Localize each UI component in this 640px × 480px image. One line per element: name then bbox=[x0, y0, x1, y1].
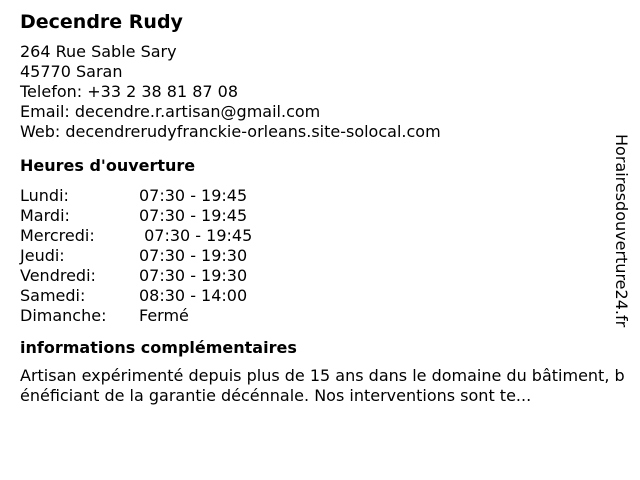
opening-hours-list bbox=[20, 186, 620, 326]
time-value: 08:30 - 14:00 bbox=[139, 286, 248, 305]
hours-row-sunday bbox=[20, 306, 620, 326]
street-address: 264 Rue Sable Sary bbox=[20, 42, 177, 61]
day-label: Dimanche: bbox=[20, 306, 107, 325]
time-value: 07:30 - 19:45 bbox=[139, 226, 253, 245]
day-label: Samedi: bbox=[20, 286, 86, 305]
additional-info-text: Artisan expérimenté depuis plus de 15 ans dans le domaine du bâtiment, bénéficiant de la garantie décénnale. Nos interventions sont te... bbox=[20, 366, 625, 405]
hours-row-wednesday bbox=[20, 226, 620, 246]
day-label: Jeudi: bbox=[20, 246, 65, 265]
hours-row-saturday bbox=[20, 286, 620, 306]
time-value: 07:30 - 19:30 bbox=[139, 246, 248, 265]
contact-block bbox=[20, 42, 620, 142]
day-label: Mercredi: bbox=[20, 226, 95, 245]
opening-hours-title: Heures d'ouverture bbox=[20, 156, 196, 175]
hours-row-friday bbox=[20, 266, 620, 286]
phone-line[interactable]: Telefon: +33 2 38 81 87 08 bbox=[20, 82, 239, 101]
time-value: 07:30 - 19:45 bbox=[139, 206, 248, 225]
hours-row-monday bbox=[20, 186, 620, 206]
day-label: Lundi: bbox=[20, 186, 69, 205]
time-value: 07:30 - 19:30 bbox=[139, 266, 248, 285]
hours-row-thursday bbox=[20, 246, 620, 266]
site-watermark: Horairesdouverture24.fr bbox=[612, 134, 631, 328]
time-value: 07:30 - 19:45 bbox=[139, 186, 248, 205]
hours-row-tuesday bbox=[20, 206, 620, 226]
email-line[interactable]: Email: decendre.r.artisan@gmail.com bbox=[20, 102, 321, 121]
day-label: Vendredi: bbox=[20, 266, 96, 285]
day-label: Mardi: bbox=[20, 206, 70, 225]
business-name: Decendre Rudy bbox=[20, 11, 183, 33]
additional-info-title: informations complémentaires bbox=[20, 338, 297, 357]
website-line[interactable]: Web: decendrerudyfranckie-orleans.site-solocal.com bbox=[20, 122, 441, 141]
city-address: 45770 Saran bbox=[20, 62, 123, 81]
time-value: Fermé bbox=[139, 306, 189, 325]
